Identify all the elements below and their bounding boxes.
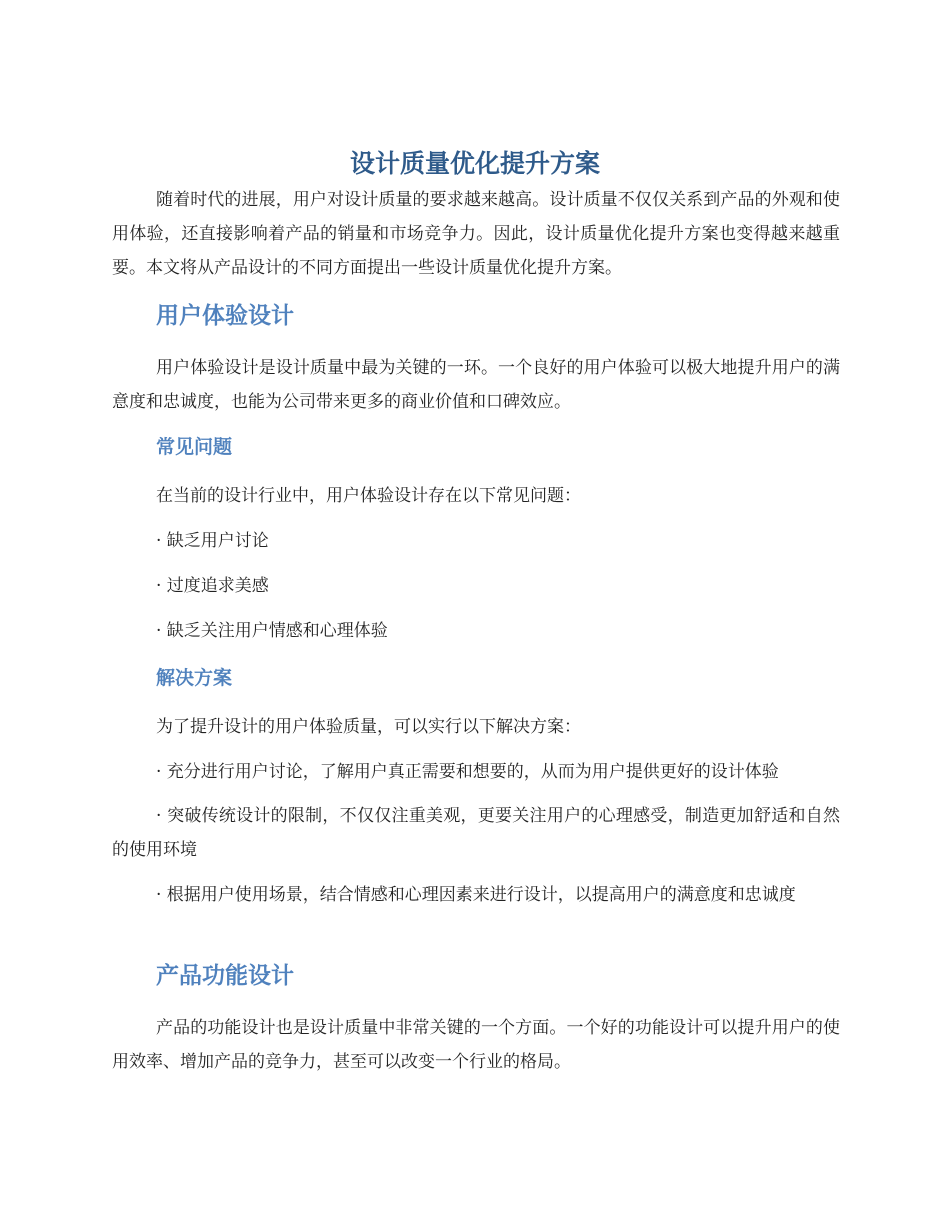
product-function-paragraph: 产品的功能设计也是设计质量中非常关键的一个方面。一个好的功能设计可以提升用户的使用效率、增加产品的竞争力，甚至可以改变一个行业的格局。	[112, 1018, 840, 1072]
section-heading-user-experience: 用户体验设计	[156, 303, 294, 329]
list-item: · 缺乏关注用户情感和心理体验	[156, 621, 388, 641]
list-item: · 缺乏用户讨论	[156, 531, 269, 551]
subsection-heading-solutions: 解决方案	[156, 667, 233, 689]
intro-paragraph: 随着时代的进展，用户对设计质量的要求越来越高。设计质量不仅仅关系到产品的外观和使用体验，还直接影响着产品的销量和市场竞争力。因此，设计质量优化提升方案也变得越来越重要。本文将从产品设计的不同方面提出一些设计质量优化提升方案。	[112, 190, 840, 278]
solutions-lead: 为了提升设计的用户体验质量，可以实行以下解决方案：	[156, 717, 581, 737]
document-title: 设计质量优化提升方案	[349, 149, 600, 178]
list-item: · 过度追求美感	[156, 576, 269, 596]
list-item: · 根据用户使用场景，结合情感和心理因素来进行设计，以提高用户的满意度和忠诚度	[156, 885, 796, 905]
list-item: · 突破传统设计的限制，不仅仅注重美观，更要关注用户的心理感受，制造更加舒适和自然的使用环境	[112, 806, 840, 860]
section-heading-product-function: 产品功能设计	[156, 963, 294, 989]
list-item: · 充分进行用户讨论，了解用户真正需要和想要的，从而为用户提供更好的设计体验	[156, 762, 779, 782]
user-experience-paragraph: 用户体验设计是设计质量中最为关键的一环。一个良好的用户体验可以极大地提升用户的满意度和忠诚度，也能为公司带来更多的商业价值和口碑效应。	[112, 358, 840, 412]
subsection-heading-common-issues: 常见问题	[156, 436, 233, 458]
common-issues-lead: 在当前的设计行业中，用户体验设计存在以下常见问题：	[156, 486, 581, 506]
